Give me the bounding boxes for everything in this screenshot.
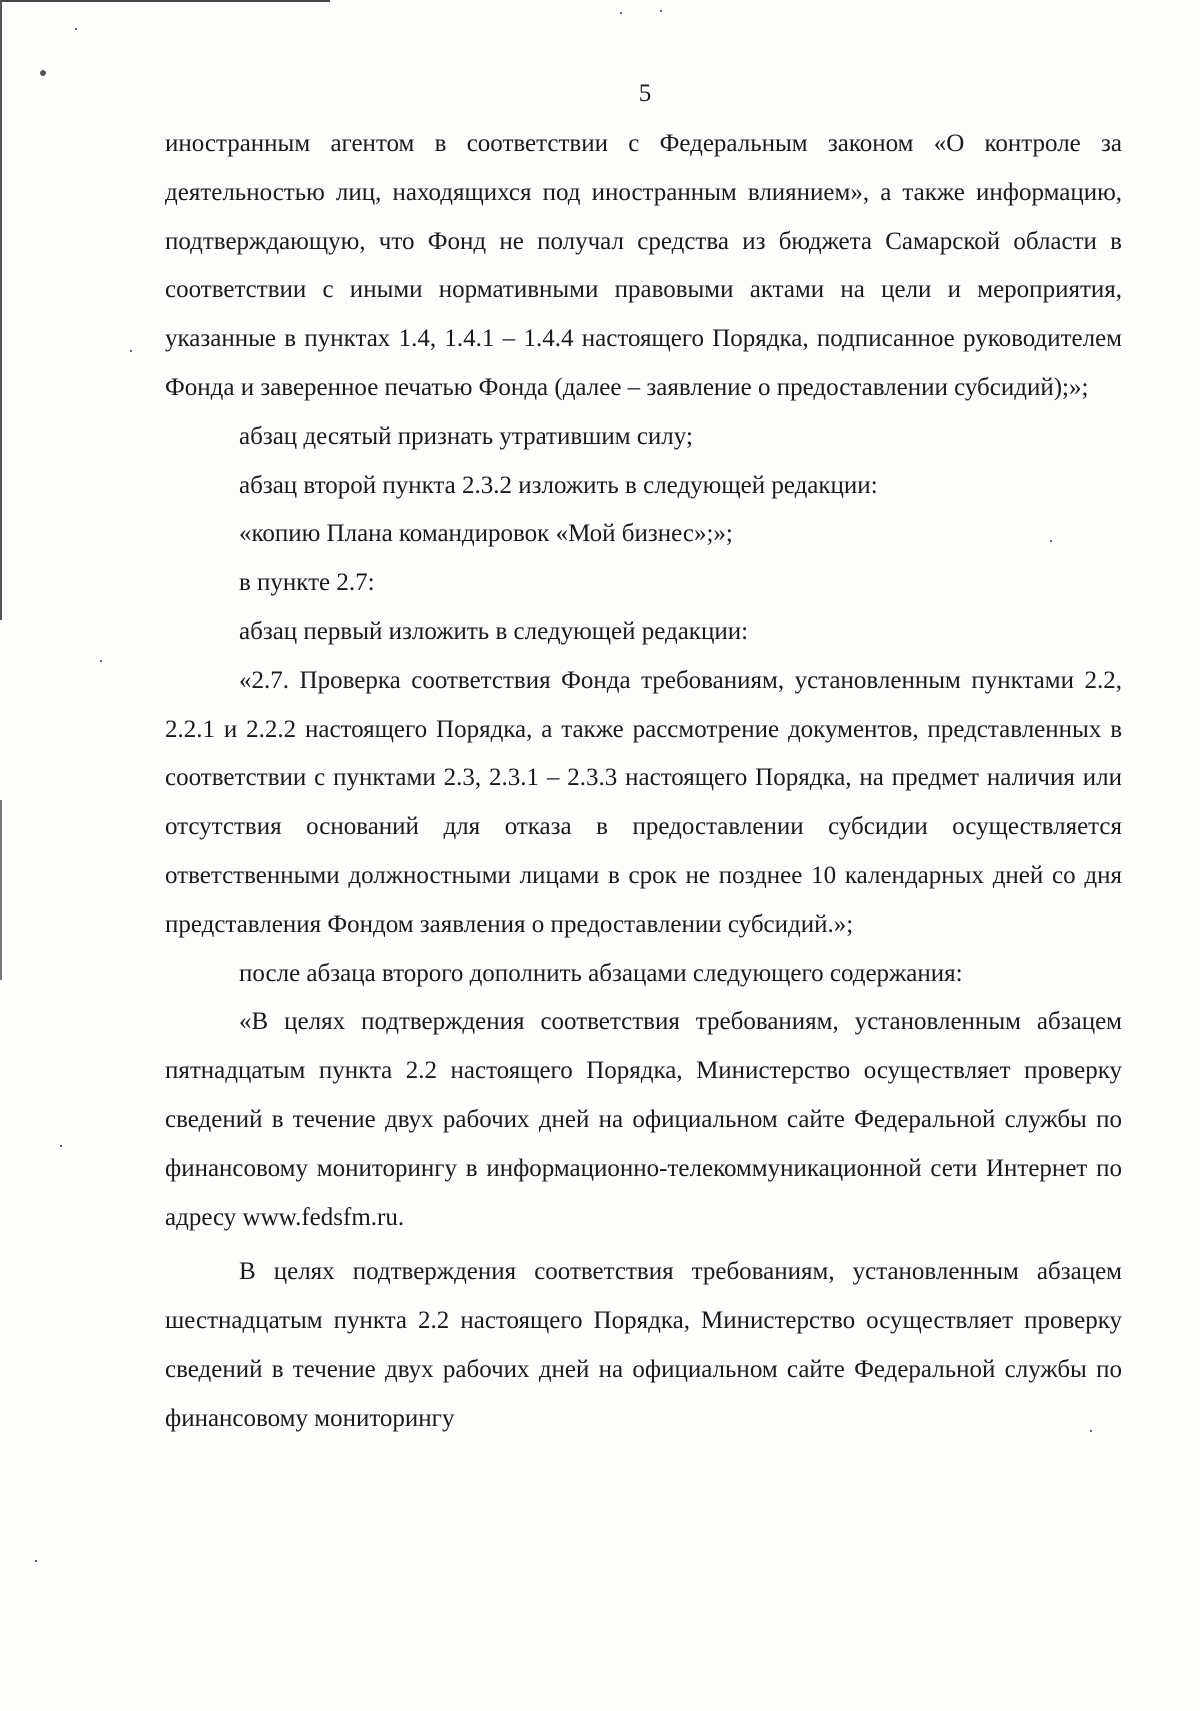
scan-edge-left-lower (0, 800, 2, 980)
scan-speck (130, 350, 132, 352)
scan-mark (40, 70, 46, 76)
paragraph-travel-plan: «копию Плана командировок «Мой бизнес»;»; (239, 520, 733, 548)
scan-edge-top (0, 0, 330, 2)
paragraph-applicant-statement: иностранным агентом в соответствии с Федеральным законом «О контроле за деятельностью лиц, находящихся под иностранным влиянием», а также информацию, подтверждающую, что Фонд не получал средства из бюджета Самарской области в соответствии с иными нормативными правовыми актами на цели и мероприятия, указанные в пунктах 1.4, 1.4.1 – 1.4.4 настоящего Порядка, подписанное руководителем Фонда и заверенное печатью Фонда (далее – заявление о предоставлении субсидий);»; (165, 130, 1122, 401)
paragraph-clause-2-7: в пункте 2.7: (239, 569, 375, 597)
paragraph-sixteenth-check: В целях подтверждения соответствия требованиям, установленным абзацем шестнадцатым пункта 2.2 настоящего Порядка, Министерство осуществляет проверку сведений в течение двух рабочих дней на официальном сайте Федеральной службы по финансовому мониторингу (165, 1258, 1122, 1432)
paragraph-first-amend: абзац первый изложить в следующей редакции: (239, 617, 749, 645)
paragraph-tenth-void: абзац десятый признать утратившим силу; (239, 422, 693, 450)
scan-speck (660, 10, 662, 12)
scan-speck (620, 12, 622, 14)
scan-speck (75, 28, 77, 30)
document-body (165, 120, 1122, 1444)
scan-speck (100, 660, 102, 662)
scan-speck (60, 1145, 62, 1147)
paragraph-fifteenth-check: «В целях подтверждения соответствия требованиям, установленным абзацем пятнадцатым пункта 2.2 настоящего Порядка, Министерство осуществляет проверку сведений в течение двух рабочих дней на официальном сайте Федеральной службы по финансовому мониторингу в информационно-телекоммуникационной сети Интернет по адресу www.fedsfm.ru. (165, 1008, 1122, 1231)
scan-speck (35, 1560, 37, 1562)
page-number: 5 (638, 80, 652, 107)
paragraph-2-7-text: «2.7. Проверка соответствия Фонда требованиям, установленным пунктами 2.2, 2.2.1 и 2.2.2 настоящего Порядка, а также рассмотрение документов, представленных в соответствии с пунктами 2.3, 2.3.1 – 2.3.3 настоящего Порядка, на предмет наличия или отсутствия оснований для отказа в предоставлении субсидии осуществляется ответственными должностными лицами в срок не позднее 10 календарных дней со дня представления Фондом заявления о предоставлении субсидий.»; (165, 666, 1122, 938)
paragraph-2-3-2-amend: абзац второй пункта 2.3.2 изложить в следующей редакции: (239, 471, 878, 499)
paragraph-add-after-second: после абзаца второго дополнить абзацами следующего содержания: (239, 959, 963, 987)
